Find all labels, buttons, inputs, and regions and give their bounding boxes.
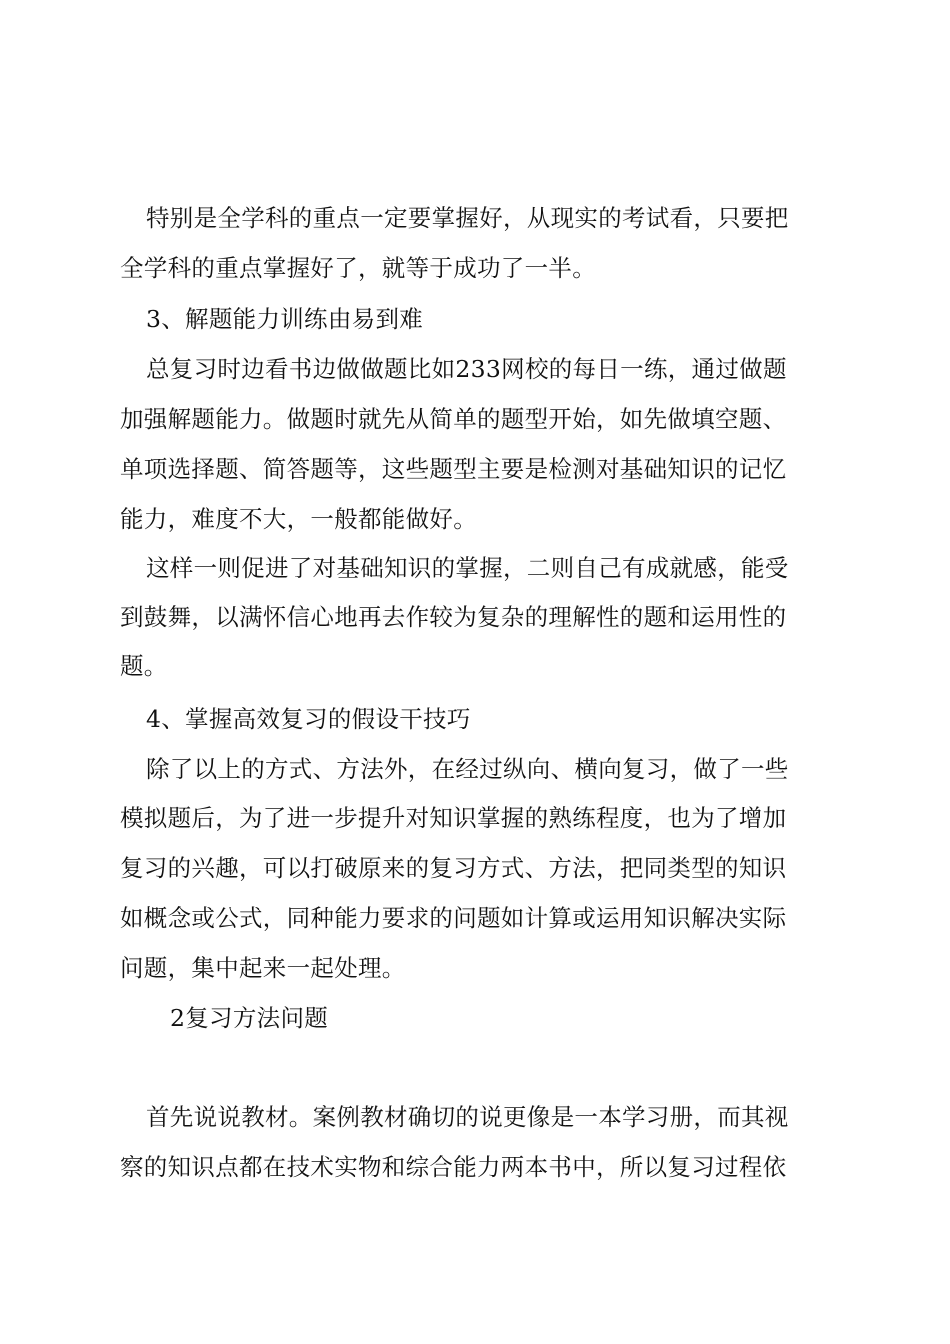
paragraph-line: 这样一则促进了对基础知识的掌握，二则自己有成就感，能受 [146,554,789,582]
paragraph-line: 模拟题后，为了进一步提升对知识掌握的熟练程度，也为了增加 [120,804,787,832]
paragraph-line: 除了以上的方式、方法外，在经过纵向、横向复习，做了一些 [146,755,789,783]
section-heading: 2复习方法问题 [170,1004,329,1032]
paragraph-line: 能力，难度不大，一般都能做好。 [120,505,477,533]
paragraph-line: 特别是全学科的重点一定要掌握好，从现实的考试看，只要把 [146,204,789,232]
paragraph-line: 加强解题能力。做题时就先从简单的题型开始，如先做填空题、 [120,405,787,433]
paragraph-line: 全学科的重点掌握好了，就等于成功了一半。 [120,254,596,282]
paragraph-line: 总复习时边看书边做做题比如233网校的每日一练，通过做题 [146,355,787,383]
paragraph-line: 到鼓舞，以满怀信心地再去作较为复杂的理解性的题和运用性的 [120,603,787,631]
paragraph-line: 复习的兴趣，可以打破原来的复习方式、方法，把同类型的知识 [120,854,787,882]
section-heading: 3、解题能力训练由易到难 [146,305,424,333]
paragraph-line: 察的知识点都在技术实物和综合能力两本书中，所以复习过程依 [120,1153,787,1181]
paragraph-line: 问题，集中起来一起处理。 [120,954,406,982]
paragraph-line: 单项选择题、简答题等，这些题型主要是检测对基础知识的记忆 [120,455,787,483]
section-heading: 4、掌握高效复习的假设干技巧 [146,705,471,733]
paragraph-line: 题。 [120,652,168,680]
paragraph-line: 首先说说教材。案例教材确切的说更像是一本学习册，而其视 [146,1103,789,1131]
paragraph-line: 如概念或公式，同种能力要求的问题如计算或运用知识解决实际 [120,904,787,932]
